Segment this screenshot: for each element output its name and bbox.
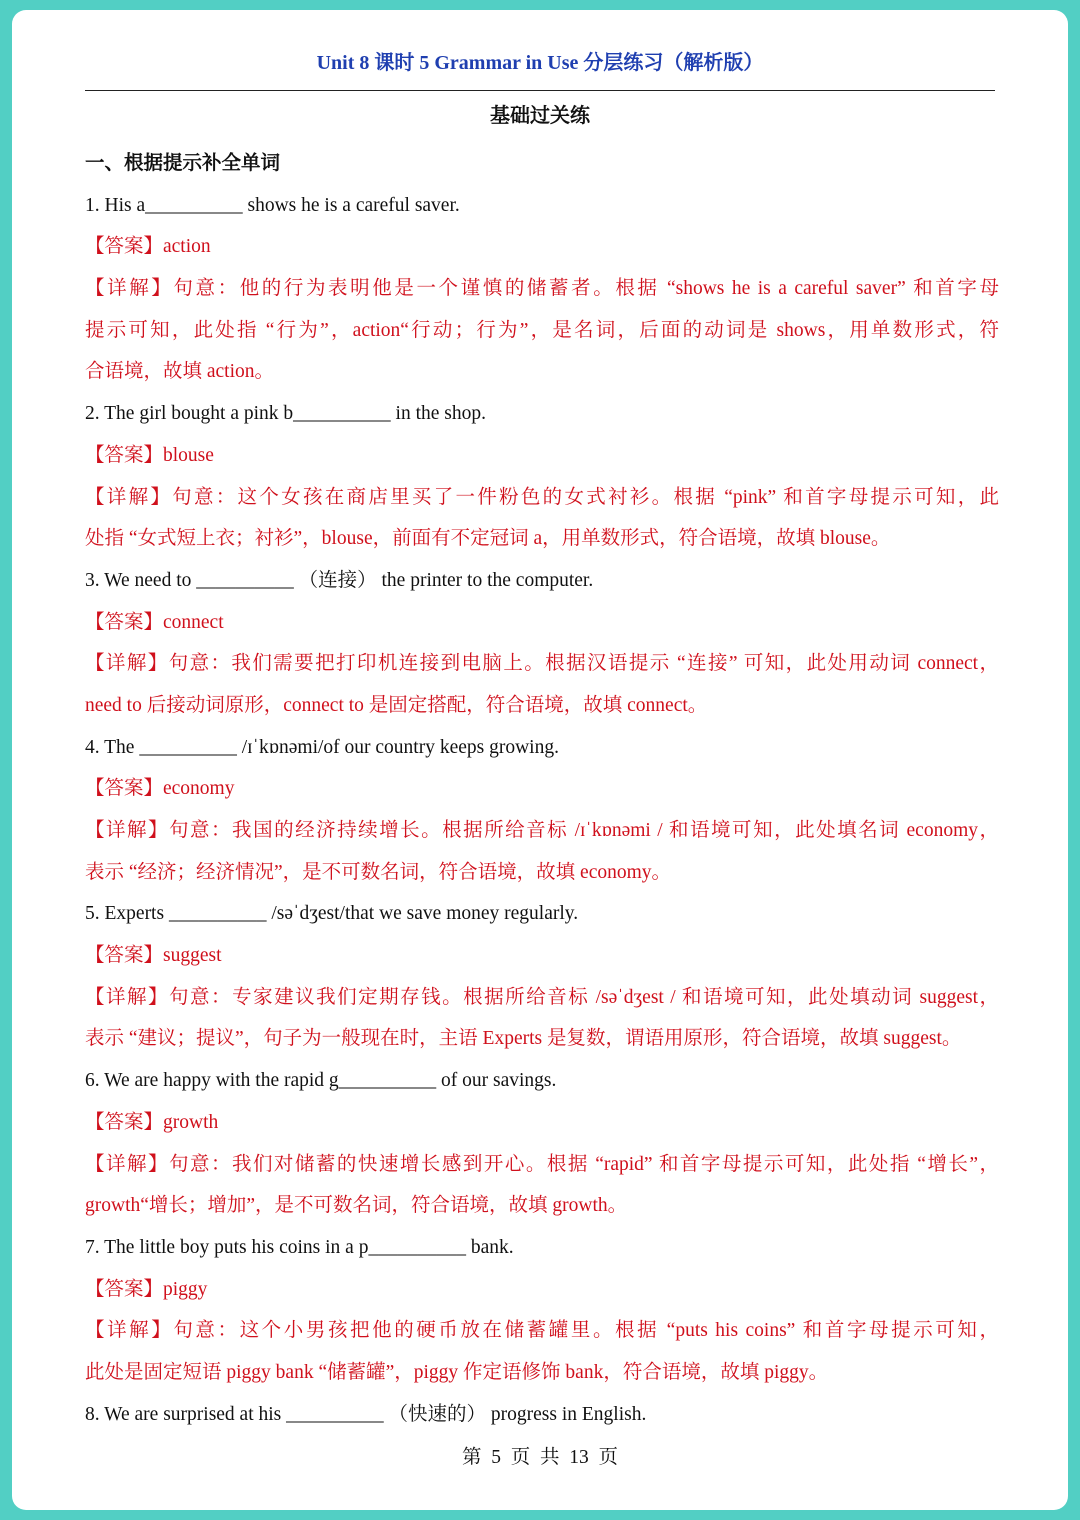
document-page — [12, 10, 1068, 1510]
analysis-1-line-2: 提示可知，此处指 “行为”，action“行动；行为”，是名词，后面的动词是 shows，用单数形式，符 — [85, 319, 999, 341]
document-title: Unit 8 课时 5 Grammar in Use 分层练习（解析版） — [316, 52, 764, 74]
analysis-2-line-2: 处指 “女式短上衣；衬衫”，blouse，前面有不定冠词 a，用单数形式，符合语境，故填 blouse。 — [85, 528, 891, 550]
header-divider — [85, 90, 995, 91]
answer-2: 【答案】blouse — [85, 444, 214, 466]
answer-4: 【答案】economy — [85, 778, 235, 800]
analysis-7-line-1: 【详解】句意：这个小男孩把他的硬币放在储蓄罐里。根据 “puts his coins” 和首字母提示可知， — [85, 1320, 999, 1342]
answer-7: 【答案】piggy — [85, 1278, 208, 1300]
question-2: 2. The girl bought a pink b__________ in the shop. — [85, 403, 486, 425]
question-3: 3. We need to __________ （连接） the printer to the computer. — [85, 569, 594, 591]
question-4: 4. The __________ /ɪˈkɒnəmi/of our country keeps growing. — [85, 736, 559, 758]
analysis-2-line-1: 【详解】句意：这个女孩在商店里买了一件粉色的女式衬衫。根据 “pink” 和首字母提示可知，此 — [85, 486, 999, 508]
question-8: 8. We are surprised at his __________ （快速的） progress in English. — [85, 1403, 647, 1425]
analysis-5-line-1: 【详解】句意：专家建议我们定期存钱。根据所给音标 /səˈdʒest / 和语境可知，此处填动词 suggest， — [85, 986, 999, 1008]
question-1: 1. His a__________ shows he is a careful saver. — [85, 194, 460, 216]
exercise-content — [85, 143, 999, 1435]
analysis-3-line-1: 【详解】句意：我们需要把打印机连接到电脑上。根据汉语提示 “连接” 可知，此处用动词 connect， — [85, 653, 999, 675]
analysis-5-line-2: 表示 “建议；提议”，句子为一般现在时，主语 Experts 是复数，谓语用原形，符合语境，故填 suggest。 — [85, 1028, 962, 1050]
answer-1: 【答案】action — [85, 236, 211, 258]
section-heading: 基础过关练 — [490, 105, 590, 127]
analysis-3-line-2: need to 后接动词原形，connect to 是固定搭配，符合语境，故填 connect。 — [85, 694, 708, 716]
answer-3: 【答案】connect — [85, 611, 224, 633]
answer-5: 【答案】suggest — [85, 945, 222, 967]
question-6: 6. We are happy with the rapid g__________ of our savings. — [85, 1070, 557, 1092]
answer-6: 【答案】growth — [85, 1111, 219, 1133]
analysis-6-line-2: growth“增长；增加”，是不可数名词，符合语境，故填 growth。 — [85, 1195, 628, 1217]
analysis-7-line-2: 此处是固定短语 piggy bank “储蓄罐”，piggy 作定语修饰 bank，符合语境，故填 piggy。 — [85, 1361, 829, 1383]
analysis-1-line-3: 合语境，故填 action。 — [85, 361, 275, 383]
analysis-4-line-1: 【详解】句意：我国的经济持续增长。根据所给音标 /ɪˈkɒnəmi / 和语境可知，此处填名词 economy， — [85, 820, 999, 841]
page-number: 第 5 页 共 13 页 — [461, 1447, 618, 1468]
question-7: 7. The little boy puts his coins in a p__________ bank. — [85, 1236, 514, 1258]
analysis-6-line-1: 【详解】句意：我们对储蓄的快速增长感到开心。根据 “rapid” 和首字母提示可知，此处指 “增长”， — [85, 1153, 999, 1175]
part-title: 一、根据提示补全单词 — [85, 153, 281, 174]
analysis-4-line-2: 表示 “经济；经济情况”，是不可数名词，符合语境，故填 economy。 — [85, 861, 672, 883]
question-5: 5. Experts __________ /səˈdʒest/that we save money regularly. — [85, 903, 579, 925]
analysis-1-line-1: 【详解】句意：他的行为表明他是一个谨慎的储蓄者。根据 “shows he is a careful saver” 和首字母 — [85, 278, 999, 300]
